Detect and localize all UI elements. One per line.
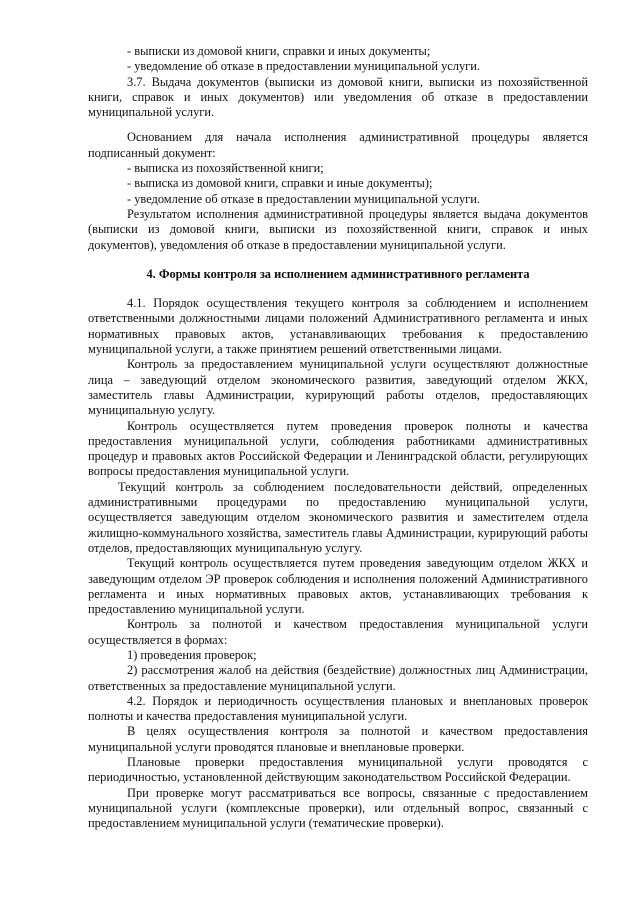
paragraph-4-1: 4.1. Порядок осуществления текущего контроля за соблюдением и исполнением ответственными должностными лицами положений Административного регламента и иных нормативных правовых актов, устанавливающих требования к предоставлению муниципальной услуги, а также принятием решений ответственными лицами. <box>88 296 588 357</box>
section-heading: 4. Формы контроля за исполнением административного регламента <box>146 266 530 281</box>
paragraph-basis: Основанием для начала исполнения административной процедуры является подписанный документ: <box>88 130 588 160</box>
paragraph-3-7: 3.7. Выдача документов (выписки из домовой книги, выписки из похозяйственной книги, справок и иных документов) или уведомления об отказе в предоставлении муниципальной услуги. <box>88 74 588 120</box>
list-item: - выписки из домовой книги, справки и иных документы; <box>127 44 431 58</box>
paragraph-control-forms: Контроль за полнотой и качеством предоставления муниципальной услуги осуществляется в формах: <box>88 617 588 647</box>
list-item: - выписка из домовой книги, справки и иные документы); <box>127 176 433 191</box>
paragraph-check-scope: При проверке могут рассматриваться все вопросы, связанные с предоставлением муниципальной услуги (комплексные проверки), или отдельный вопрос, связанный с предоставлением муниципальной услуги (тематические проверки). <box>88 785 588 831</box>
list-item: - уведомление об отказе в предоставлении муниципальной услуги. <box>127 59 480 74</box>
paragraph-current-control-checks: Текущий контроль осуществляется путем проведения заведующим отделом ЖКХ и заведующим отделом ЭР проверок соблюдения и исполнения положений Административного регламента и иных нормативных правовых актов, устанавливающих требования к предоставлению муниципальной услуги. <box>88 556 588 617</box>
list-item: 1) проведения проверок; <box>127 647 257 662</box>
paragraph-control-officials: Контроль за предоставлением муниципальной услуги осуществляют должностные лица – заведующий отделом экономического развития, заведующий отделом ЖКХ, заместитель главы Администрации, курирующий работы отделов, предоставляющих муниципальную услугу. <box>88 357 588 418</box>
list-item: - уведомление об отказе в предоставлении муниципальной услуги. <box>127 191 480 206</box>
document-page <box>88 44 588 832</box>
paragraph-current-control: Текущий контроль за соблюдением последовательности действий, определенных административными процедурами по предоставлению муниципальной услуги, осуществляется заведующим отделом экономического развития и заместителем отдела жилищно-коммунального хозяйства, заместитель главы Администрации, курирующий работы отделов, предоставляющих муниципальную услугу. <box>88 479 588 555</box>
list-item: - выписка из похозяйственной книги; <box>127 161 324 176</box>
paragraph-planned-checks: Плановые проверки предоставления муниципальной услуги проводятся с периодичностью, установленной действующим законодательством Российской Федерации. <box>88 755 588 785</box>
paragraph-result: Результатом исполнения административной процедуры является выдача документов (выписки из домовой книги, выписки из похозяйственной книги, справок и иных документов), уведомления об отказе в предоставлении муниципальной услуги. <box>88 206 588 252</box>
paragraph-purpose: В целях осуществления контроля за полнотой и качеством предоставления муниципальной услуги проводятся плановые и внеплановые проверки. <box>88 724 588 754</box>
paragraph-4-2: 4.2. Порядок и периодичность осуществления плановых и внеплановых проверок полноты и качества предоставления муниципальной услуги. <box>88 693 588 724</box>
paragraph-control-checks: Контроль осуществляется путем проведения проверок полноты и качества предоставления муниципальной услуги, соблюдения работниками административных процедур и правовых актов Российской Федерации и Ленинградской области, регулирующих вопросы предоставления муниципальной услуги. <box>88 418 588 479</box>
list-item: 2) рассмотрения жалоб на действия (бездействие) должностных лиц Администрации, ответственных за предоставление муниципальной услуги. <box>88 663 588 693</box>
